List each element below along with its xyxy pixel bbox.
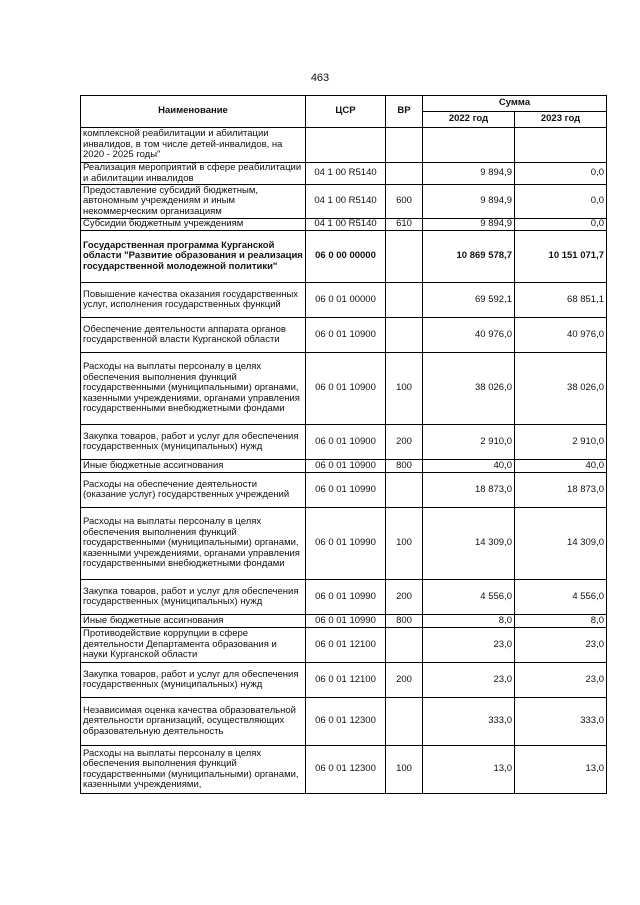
row-name-cell: Расходы на выплаты персоналу в целях обеспечения выполнения функций государственными (муниципальными) органами, казенными учреждениями, органами управления государственными внебюджетными фондами — [81, 353, 306, 425]
row-csr-cell: 06 0 01 12100 — [306, 628, 386, 663]
table-row — [81, 128, 607, 163]
row-vr-cell: 200 — [386, 580, 423, 615]
row-vr-cell: 800 — [386, 460, 423, 473]
row-2022-cell: 40 976,0 — [423, 318, 515, 353]
table-row — [81, 615, 607, 628]
row-csr-cell: 06 0 01 10990 — [306, 473, 386, 508]
row-name-cell: Независимая оценка качества образовательной деятельности организаций, осуществляющих образовательную деятельность — [81, 698, 306, 746]
page-number: 463 — [310, 72, 330, 84]
budget-table — [80, 95, 607, 794]
row-csr-cell: 04 1 00 R5140 — [306, 219, 386, 231]
table-row — [81, 580, 607, 615]
row-2022-cell: 40,0 — [423, 460, 515, 473]
row-2023-cell: 8,0 — [515, 615, 607, 628]
row-vr-cell: 100 — [386, 746, 423, 794]
row-2022-cell: 8,0 — [423, 615, 515, 628]
row-2022-cell: 38 026,0 — [423, 353, 515, 425]
row-csr-cell: 06 0 00 00000 — [306, 231, 386, 283]
row-csr-cell: 06 0 01 12300 — [306, 746, 386, 794]
row-csr-cell: 04 1 00 R5140 — [306, 185, 386, 219]
row-name-cell: Закупка товаров, работ и услуг для обеспечения государственных (муниципальных) нужд — [81, 663, 306, 698]
row-2022-cell: 4 556,0 — [423, 580, 515, 615]
table-row — [81, 473, 607, 508]
header-year-2023: 2023 год — [515, 112, 607, 128]
row-name-cell: Предоставление субсидий бюджетным, автономным учреждениям и иным некоммерческим организациям — [81, 185, 306, 219]
table-row — [81, 231, 607, 283]
row-2022-cell: 333,0 — [423, 698, 515, 746]
table-header — [81, 96, 607, 128]
row-vr-cell: 100 — [386, 508, 423, 580]
row-name-cell: Государственная программа Курганской области "Развитие образования и реализация государственной молодежной политики" — [81, 231, 306, 283]
row-name-cell: Субсидии бюджетным учреждениям — [81, 219, 306, 231]
row-vr-cell: 100 — [386, 353, 423, 425]
table-row — [81, 746, 607, 794]
row-name-cell: Повышение качества оказания государственных услуг, исполнения государственных функций — [81, 283, 306, 318]
row-vr-cell — [386, 231, 423, 283]
row-name-cell: Закупка товаров, работ и услуг для обеспечения государственных (муниципальных) нужд — [81, 580, 306, 615]
table-row — [81, 663, 607, 698]
row-csr-cell: 04 1 00 R5140 — [306, 163, 386, 185]
row-2022-cell: 23,0 — [423, 628, 515, 663]
row-2023-cell: 14 309,0 — [515, 508, 607, 580]
row-vr-cell: 600 — [386, 185, 423, 219]
header-vr: ВР — [386, 96, 423, 128]
row-vr-cell — [386, 473, 423, 508]
row-csr-cell: 06 0 01 10990 — [306, 508, 386, 580]
row-csr-cell: 06 0 01 12100 — [306, 663, 386, 698]
header-name: Наименование — [81, 96, 306, 128]
row-2022-cell: 9 894,9 — [423, 219, 515, 231]
row-vr-cell — [386, 318, 423, 353]
row-2022-cell: 13,0 — [423, 746, 515, 794]
table-row — [81, 425, 607, 460]
row-2023-cell: 68 851,1 — [515, 283, 607, 318]
row-2023-cell: 38 026,0 — [515, 353, 607, 425]
row-2023-cell: 0,0 — [515, 163, 607, 185]
row-name-cell: Расходы на выплаты персоналу в целях обеспечения выполнения функций государственными (муниципальными) органами, казенными учреждениями, — [81, 746, 306, 794]
table-body — [81, 128, 607, 794]
header-year-2022: 2022 год — [423, 112, 515, 128]
row-2023-cell: 2 910,0 — [515, 425, 607, 460]
row-name-cell: Иные бюджетные ассигнования — [81, 615, 306, 628]
row-2023-cell: 23,0 — [515, 628, 607, 663]
table-row — [81, 628, 607, 663]
row-name-cell: Расходы на выплаты персоналу в целях обеспечения выполнения функций государственными (муниципальными) органами, казенными учреждениями, органами управления государственными внебюджетными фондами — [81, 508, 306, 580]
row-2022-cell: 10 869 578,7 — [423, 231, 515, 283]
row-name-cell: комплексной реабилитации и абилитации инвалидов, в том числе детей-инвалидов, на 2020 - 2025 годы" — [81, 128, 306, 163]
row-csr-cell: 06 0 01 10900 — [306, 353, 386, 425]
row-2023-cell: 4 556,0 — [515, 580, 607, 615]
row-vr-cell: 200 — [386, 663, 423, 698]
row-2023-cell: 0,0 — [515, 185, 607, 219]
row-name-cell: Закупка товаров, работ и услуг для обеспечения государственных (муниципальных) нужд — [81, 425, 306, 460]
row-2023-cell: 23,0 — [515, 663, 607, 698]
table-row — [81, 460, 607, 473]
row-csr-cell: 06 0 01 12300 — [306, 698, 386, 746]
row-csr-cell — [306, 128, 386, 163]
row-2022-cell: 2 910,0 — [423, 425, 515, 460]
table-row — [81, 185, 607, 219]
header-sum: Сумма — [423, 96, 607, 112]
row-2023-cell: 40 976,0 — [515, 318, 607, 353]
table-row — [81, 698, 607, 746]
table-row — [81, 353, 607, 425]
row-vr-cell: 610 — [386, 219, 423, 231]
row-2022-cell: 23,0 — [423, 663, 515, 698]
row-2022-cell: 9 894,9 — [423, 163, 515, 185]
row-2023-cell: 40,0 — [515, 460, 607, 473]
row-name-cell: Иные бюджетные ассигнования — [81, 460, 306, 473]
row-csr-cell: 06 0 01 10900 — [306, 425, 386, 460]
row-2023-cell — [515, 128, 607, 163]
row-2023-cell: 333,0 — [515, 698, 607, 746]
table-row — [81, 508, 607, 580]
row-csr-cell: 06 0 01 00000 — [306, 283, 386, 318]
row-vr-cell — [386, 163, 423, 185]
table-row — [81, 318, 607, 353]
row-2023-cell: 13,0 — [515, 746, 607, 794]
row-name-cell: Противодействие коррупции в сфере деятельности Департамента образования и науки Курганской области — [81, 628, 306, 663]
header-csr: ЦСР — [306, 96, 386, 128]
row-2022-cell: 9 894,9 — [423, 185, 515, 219]
row-vr-cell: 200 — [386, 425, 423, 460]
row-vr-cell: 800 — [386, 615, 423, 628]
row-csr-cell: 06 0 01 10990 — [306, 580, 386, 615]
table-row — [81, 219, 607, 231]
row-2023-cell: 0,0 — [515, 219, 607, 231]
row-name-cell: Реализация мероприятий в сфере реабилитации и абилитации инвалидов — [81, 163, 306, 185]
row-vr-cell — [386, 283, 423, 318]
row-2022-cell — [423, 128, 515, 163]
row-csr-cell: 06 0 01 10990 — [306, 615, 386, 628]
row-2023-cell: 10 151 071,7 — [515, 231, 607, 283]
row-name-cell: Обеспечение деятельности аппарата органов государственной власти Курганской области — [81, 318, 306, 353]
row-name-cell: Расходы на обеспечение деятельности (оказание услуг) государственных учреждений — [81, 473, 306, 508]
row-2022-cell: 69 592,1 — [423, 283, 515, 318]
row-2022-cell: 14 309,0 — [423, 508, 515, 580]
row-vr-cell — [386, 128, 423, 163]
table-row — [81, 283, 607, 318]
row-2022-cell: 18 873,0 — [423, 473, 515, 508]
row-csr-cell: 06 0 01 10900 — [306, 460, 386, 473]
row-csr-cell: 06 0 01 10900 — [306, 318, 386, 353]
row-vr-cell — [386, 698, 423, 746]
row-2023-cell: 18 873,0 — [515, 473, 607, 508]
row-vr-cell — [386, 628, 423, 663]
table-row — [81, 163, 607, 185]
